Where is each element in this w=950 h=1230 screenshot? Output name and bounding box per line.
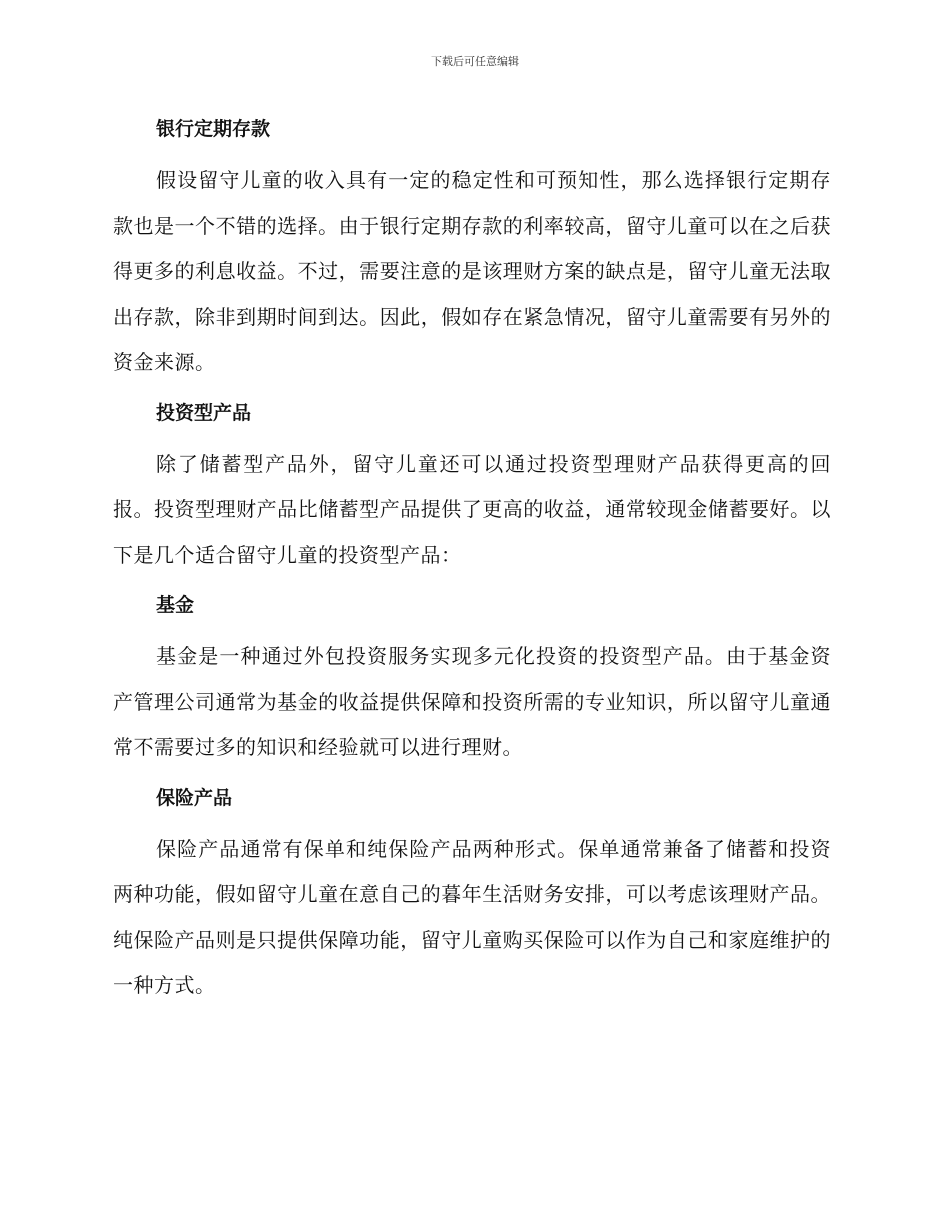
- section-paragraph: 除了储蓄型产品外，留守儿童还可以通过投资型理财产品获得更高的回报。投资型理财产品比储蓄型产品提供了更高的收益，通常较现金储蓄要好。以下是几个适合留守儿童的投资型产品：: [113, 451, 831, 567]
- section-insurance-products: [113, 781, 831, 1009]
- section-paragraph: 基金是一种通过外包投资服务实现多元化投资的投资型产品。由于基金资产管理公司通常为基金的收益提供保障和投资所需的专业知识，所以留守儿童通常不需要过多的知识和经验就可以进行理财。: [113, 644, 831, 759]
- section-fixed-deposit: [113, 112, 831, 386]
- section-heading: 保险产品: [156, 786, 233, 809]
- section-heading: 银行定期存款: [156, 118, 271, 140]
- section-investment-products: [113, 396, 831, 579]
- section-funds: [113, 588, 831, 771]
- section-paragraph: 假设留守儿童的收入具有一定的稳定性和可预知性，那么选择银行定期存款也是一个不错的选择。由于银行定期存款的利率较高，留守儿童可以在之后获得更多的利息收益。不过，需要注意的是该理财方案的缺点是，留守儿童无法取出存款，除非到期时间到达。因此，假如存在紧急情况，留守儿童需要有另外的资金来源。: [113, 168, 831, 374]
- section-heading: 基金: [156, 594, 195, 616]
- header-note: 下载后可任意编辑: [431, 55, 519, 68]
- section-heading: 投资型产品: [156, 401, 252, 424]
- section-paragraph: 保险产品通常有保单和纯保险产品两种形式。保单通常兼备了储蓄和投资两种功能，假如留守儿童在意自己的暮年生活财务安排，可以考虑该理财产品。纯保险产品则是只提供保障功能，留守儿童购买保险可以作为自己和家庭维护的一种方式。: [113, 836, 831, 997]
- document-body: [113, 112, 831, 1019]
